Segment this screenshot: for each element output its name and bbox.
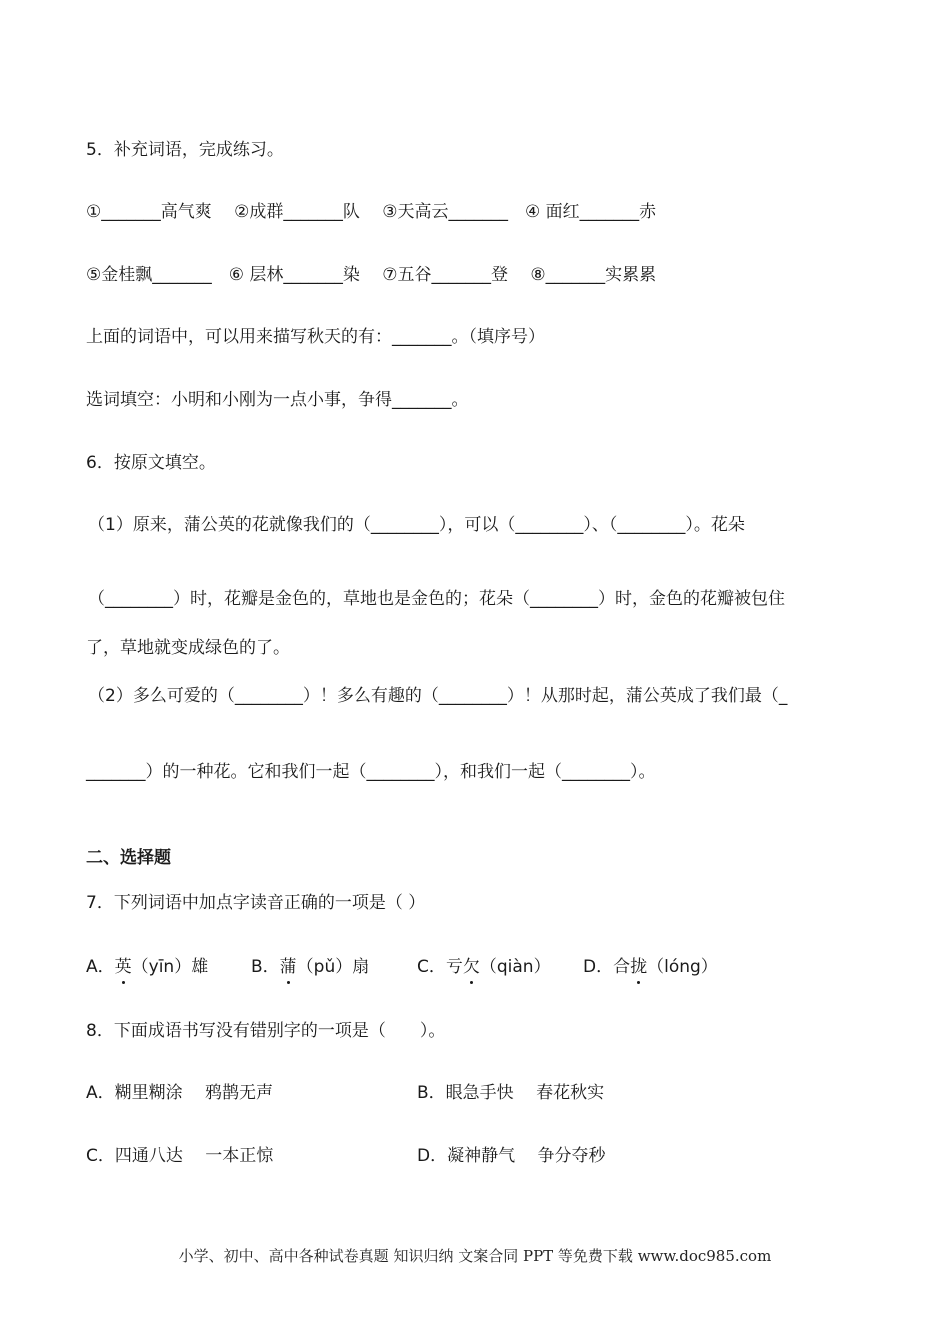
q7-options [86, 955, 786, 983]
q8-option-d: D．凝神静气 争分夺秒 [417, 1146, 606, 1166]
option-before: 合 [613, 957, 631, 977]
q7-option-d [583, 955, 718, 979]
q5-ask: 上面的词语中，可以用来描写秋天的有：_______。（填序号） [86, 327, 545, 347]
dotted-char: 欠 [462, 957, 480, 977]
q6-p1-line3: 了，草地就变成绿色的了。 [86, 638, 290, 658]
q5-row2: ⑤金桂飘_______ ⑥ 层林_______染 ⑦五谷_______登 ⑧_______实累累 [86, 265, 657, 285]
option-rest: 雄 [191, 957, 209, 977]
option-label: B． [251, 957, 280, 977]
q7-title: 7．下列词语中加点字读音正确的一项是（ ） [86, 893, 426, 913]
q5-title: 5．补充词语，完成练习。 [86, 140, 284, 160]
pinyin: （lóng） [647, 957, 718, 977]
q7-option-b [251, 955, 369, 979]
option-label: D． [583, 957, 614, 977]
option-label: A． [86, 957, 115, 977]
q8-option-c: C．四通八达 一本正惊 [86, 1146, 274, 1166]
dotted-char: 英 [114, 957, 132, 977]
q8-option-a: A．糊里糊涂 鸦鹊无声 [86, 1083, 274, 1103]
pinyin: （qiàn） [479, 957, 551, 977]
q6-p1-line1: （1）原来，蒲公英的花就像我们的（________），可以（________）、（________）。花朵 [88, 515, 745, 535]
q7-option-c [417, 955, 551, 979]
q8-option-b: B．眼急手快 春花秋实 [417, 1083, 605, 1103]
q5-row1: ①_______高气爽 ②成群_______队 ③天高云_______ ④ 面红_______赤 [86, 202, 657, 222]
q6-p1-line2: （________）时，花瓣是金色的，草地也是金色的；花朵（________）时，金色的花瓣被包住 [88, 589, 785, 609]
footer-banner: 小学、初中、高中各种试卷真题 知识归纳 文案合同 PPT 等免费下载 www.doc985.com [178, 1247, 772, 1265]
option-before: 亏 [445, 957, 463, 977]
q5-fill: 选词填空：小明和小刚为一点小事，争得_______。 [86, 390, 469, 410]
dotted-char: 拢 [630, 957, 648, 977]
pinyin: （yīn） [131, 957, 192, 977]
dotted-char: 蒲 [279, 957, 297, 977]
pinyin: （pǔ） [296, 957, 353, 977]
option-rest: 扇 [352, 957, 370, 977]
q8-title: 8．下面成语书写没有错别字的一项是（ ）。 [86, 1021, 446, 1041]
section-heading: 二、选择题 [86, 848, 171, 868]
q6-title: 6．按原文填空。 [86, 453, 216, 473]
q7-option-a [86, 955, 208, 979]
option-label: C． [417, 957, 446, 977]
q6-p2-line1: （2）多么可爱的（________）！多么有趣的（________）！从那时起，蒲公英成了我们最（_ [88, 686, 788, 706]
q6-p2-line2: _______）的一种花。它和我们一起（________），和我们一起（________）。 [86, 762, 656, 782]
